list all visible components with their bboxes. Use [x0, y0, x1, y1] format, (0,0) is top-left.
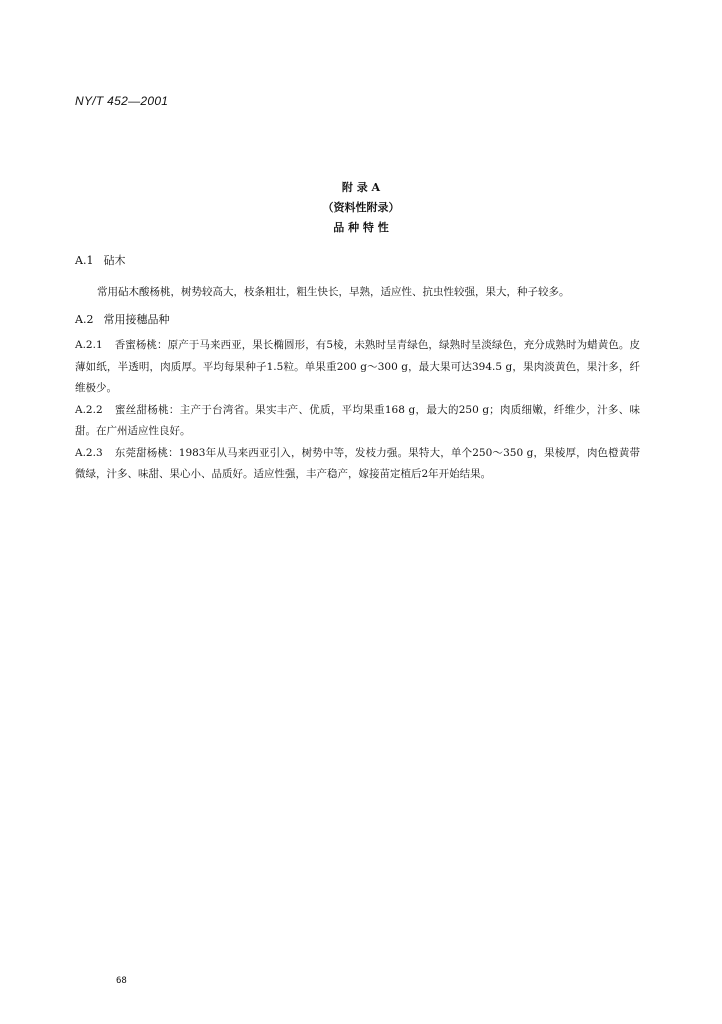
subclause-number: A.2.1 — [75, 339, 103, 351]
clause-a1-text: 常用砧木酸杨桃，树势较高大，枝条粗壮，粗生快长，早熟，适应性、抗虫性较强，果大，种子较多。 — [97, 286, 570, 298]
clause-a1-heading — [75, 250, 640, 271]
subclause-a2-1 — [75, 335, 640, 400]
annex-title: 附 录 A — [341, 181, 381, 194]
page-number: 68 — [116, 976, 127, 986]
subclause-a2-2 — [75, 400, 640, 443]
subclause-text: 香蜜杨桃：原产于马来西亚，果长椭圆形，有5棱，未熟时呈青绿色，绿熟时呈淡绿色，充分成熟时为蜡黄色。皮薄如纸，半透明，肉质厚。平均每果种子1.5粒。单果重200 g～300 g，最大果可达394.5 g，果肉淡黄色，果汁多，纤维极少。 — [75, 339, 640, 394]
subclause-number: A.2.2 — [75, 403, 103, 416]
subclause-text: 蜜丝甜杨桃：主产于台湾省。果实丰产、优质，平均果重168 g，最大的250 g；肉质细嫩，纤维少，汁多、味甜。在广州适应性良好。 — [75, 403, 640, 437]
subclause-number: A.2.3 — [75, 446, 103, 459]
annex-type: （资料性附录） — [322, 201, 400, 214]
clause-a2-items — [75, 335, 640, 486]
annex-heading — [0, 178, 722, 238]
clause-a2-heading — [75, 309, 640, 330]
subclause-a2-3 — [75, 443, 640, 486]
clause-title: 常用接穗品种 — [103, 313, 170, 326]
standard-code: NY/T 452—2001 — [75, 94, 169, 108]
annex-subject: 品 种 特 性 — [333, 221, 389, 234]
clause-number: A.1 — [75, 254, 94, 267]
subclause-text: 东莞甜杨桃：1983年从马来西亚引入，树势中等，发枝力强。果特大，单个250～350 g，果棱厚，肉色橙黄带微绿，汁多、味甜、果心小、品质好。适应性强，丰产稳产，嫁接苗定植后2年开始结果。 — [75, 446, 640, 480]
clause-number: A.2 — [75, 313, 94, 326]
clause-title: 砧木 — [103, 254, 126, 267]
